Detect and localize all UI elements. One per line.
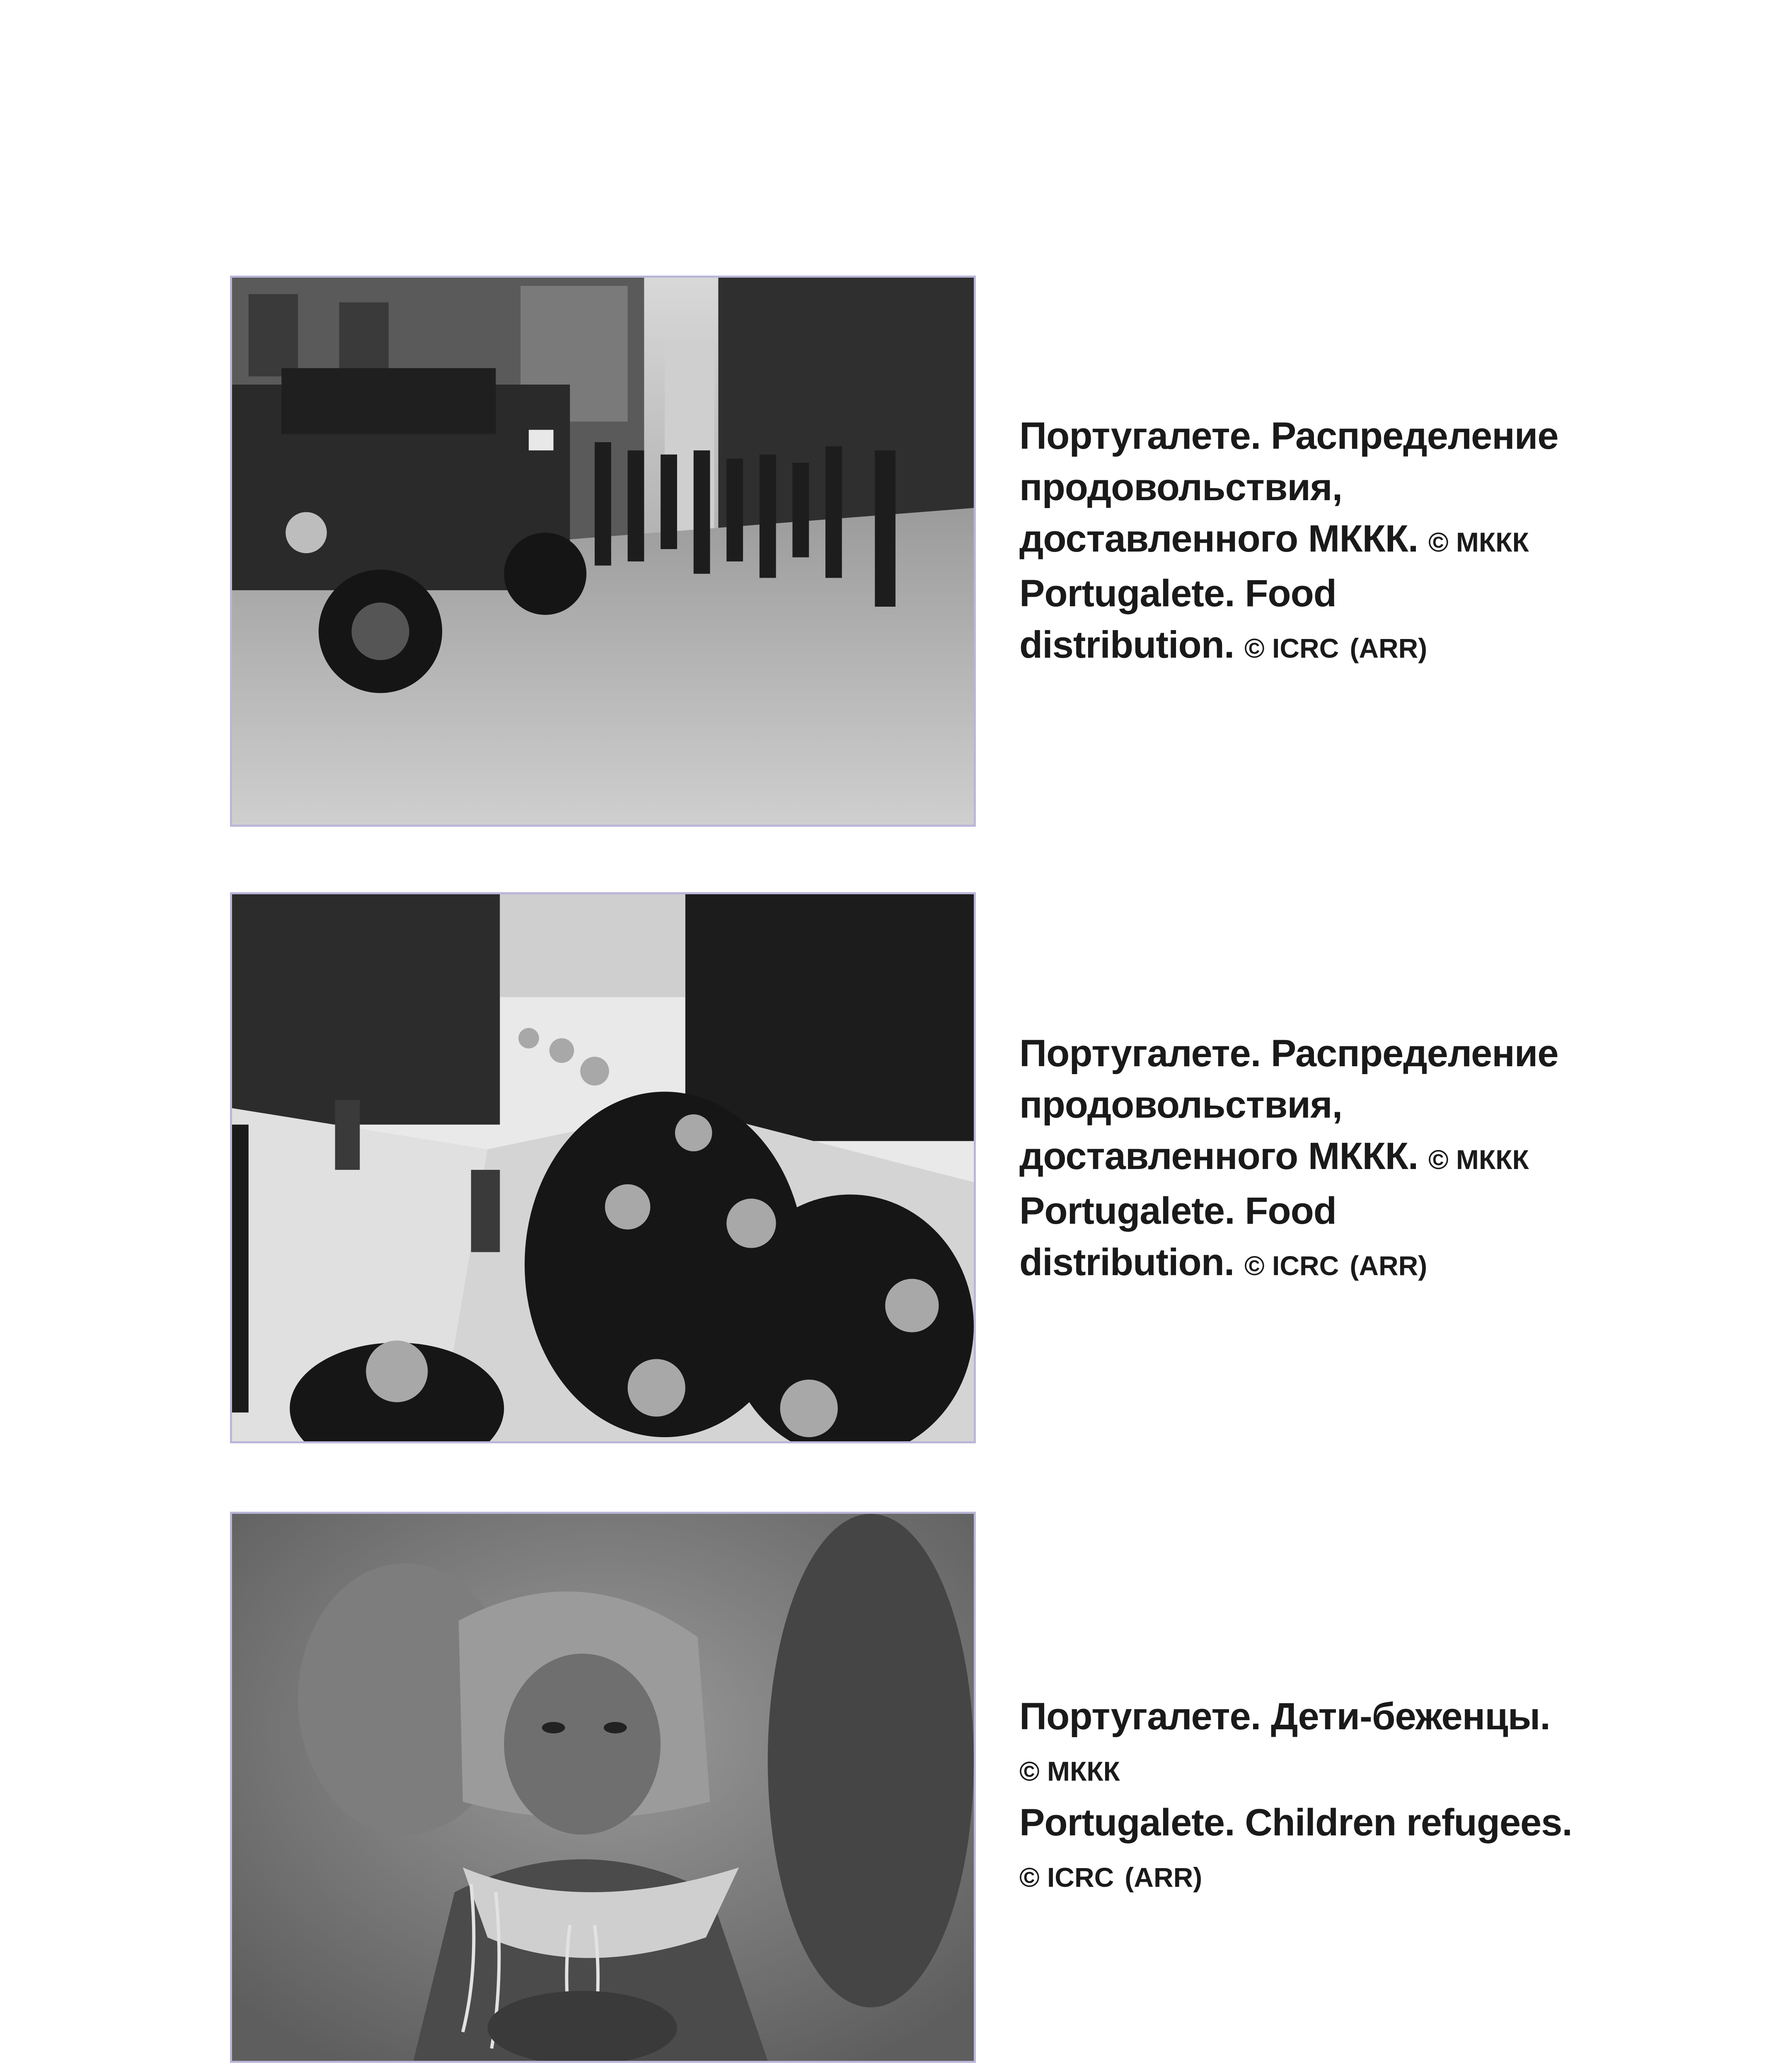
copyright-en: © ICRC xyxy=(1244,633,1339,663)
copyright-en: © ICRC xyxy=(1244,1250,1339,1281)
rights-label: (ARR) xyxy=(1125,1862,1203,1893)
rights-label: (ARR) xyxy=(1350,633,1428,663)
copyright-ru: © МККК xyxy=(1428,527,1529,557)
caption-ru-line-last xyxy=(1019,513,1745,568)
caption-en-line-last xyxy=(1019,1237,1745,1291)
copyright-ru: © МККК xyxy=(1428,1144,1529,1175)
caption-ru-line: Португалете. Распределение xyxy=(1019,415,1558,457)
caption-en-line-last xyxy=(1019,1848,1745,1903)
caption-ru-line-last xyxy=(1019,1742,1745,1797)
caption-ru-text: доставленного МККК. xyxy=(1019,518,1418,560)
photo-image xyxy=(232,894,974,1441)
caption-2 xyxy=(1019,1028,1745,1291)
caption-en-line-last xyxy=(1019,619,1745,674)
photo-children-refugees xyxy=(230,1512,976,2063)
caption-1 xyxy=(1019,410,1745,674)
caption-en-line: Portugalete. Food xyxy=(1019,1190,1336,1232)
photo-image xyxy=(232,278,974,825)
caption-ru-line: Португалете. Распределение xyxy=(1019,1032,1558,1075)
rights-label: (ARR) xyxy=(1350,1250,1428,1281)
copyright-ru: © МККК xyxy=(1019,1756,1120,1786)
caption-en-text: distribution. xyxy=(1019,1241,1234,1283)
caption-en-line: Portugalete. Food xyxy=(1019,572,1336,615)
caption-ru-line: продовольствия, xyxy=(1019,466,1343,508)
copyright-en: © ICRC xyxy=(1019,1862,1114,1893)
photo-food-distribution-queue xyxy=(230,892,976,1443)
caption-en-line: Portugalete. Children refugees. xyxy=(1019,1801,1572,1844)
caption-ru-line-last xyxy=(1019,1130,1745,1185)
caption-ru-line: Португалете. Дети-беженцы. xyxy=(1019,1695,1550,1738)
caption-3 xyxy=(1019,1691,1745,1903)
caption-ru-line: продовольствия, xyxy=(1019,1084,1343,1126)
caption-ru-text: доставленного МККК. xyxy=(1019,1135,1418,1177)
photo-image xyxy=(232,1514,974,2061)
caption-en-text: distribution. xyxy=(1019,624,1234,666)
photo-food-distribution-truck xyxy=(230,276,976,827)
